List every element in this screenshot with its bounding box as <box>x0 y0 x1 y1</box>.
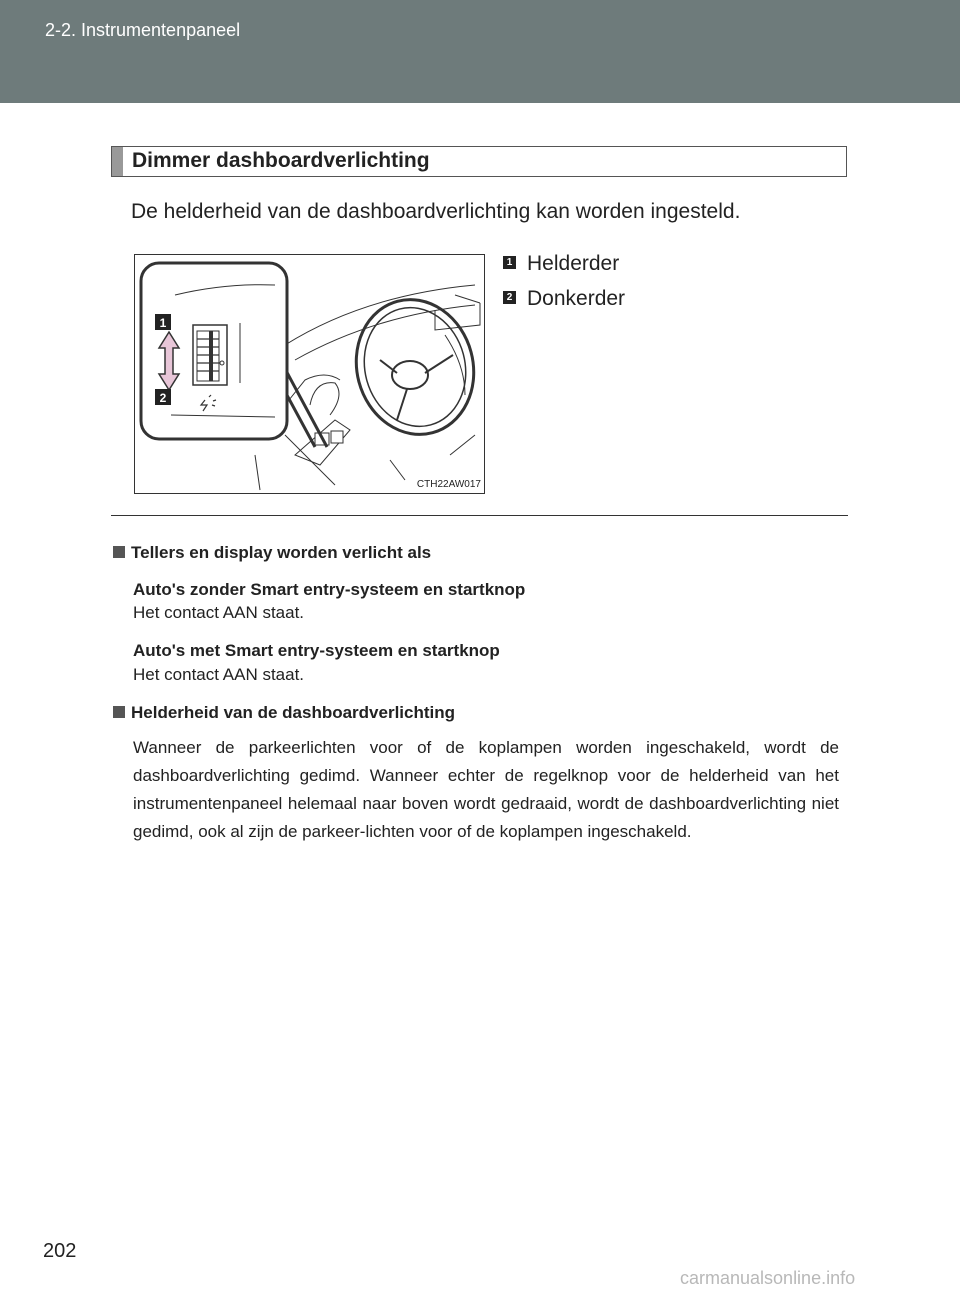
header-bar <box>0 0 960 103</box>
figure-marker-1: 1 <box>159 316 167 330</box>
figure-code: CTH22AW017 <box>416 479 481 490</box>
note-paragraph: Wanneer de parkeerlichten voor of de koplampen worden ingeschakeld, wordt de dashboardverlichting gedimd. Wanneer echter de regelknop voor de helderheid van het instrumentenpaneel helemaal naar boven wordt gedraaid, wordt de dashboardverlichting niet gedimd, ook al zijn de parkeer-lichten voor of de koplampen ingeschakeld. <box>133 738 839 841</box>
note-heading-1 <box>113 543 431 563</box>
note-heading-1-text: Tellers en display worden verlicht als <box>131 543 432 562</box>
legend-item-brighter <box>503 252 619 276</box>
legend-marker-1: 1 <box>503 256 516 269</box>
dashboard-illustration <box>134 254 485 494</box>
heading-accent-bar <box>112 147 123 176</box>
dashboard-drawing <box>135 255 485 494</box>
note-text-1: Het contact AAN staat. <box>133 603 305 622</box>
legend-label-1: Helderder <box>527 252 620 275</box>
legend-item-darker <box>503 287 625 311</box>
section-heading-box <box>111 146 847 177</box>
note-heading-2 <box>113 703 455 723</box>
legend-marker-2: 2 <box>503 291 516 304</box>
note-subheading-2: Auto's met Smart entry-systeem en startknop <box>133 641 500 660</box>
note-subheading-1: Auto's zonder Smart entry-systeem en startknop <box>133 580 526 599</box>
page-number: 202 <box>43 1240 77 1262</box>
watermark: carmanualsonline.info <box>680 1268 856 1288</box>
legend-label-2: Donkerder <box>527 287 626 310</box>
note-heading-2-text: Helderheid van de dashboardverlichting <box>131 703 456 722</box>
figure-marker-2: 2 <box>159 391 167 405</box>
section-divider <box>111 515 848 516</box>
intro-text: De helderheid van de dashboardverlichting kan worden ingesteld. <box>131 200 741 223</box>
section-title: 2-2. Instrumentenpaneel <box>45 20 241 40</box>
page-title: Dimmer dashboardverlichting <box>132 149 430 172</box>
note-text-2: Het contact AAN staat. <box>133 665 305 684</box>
bullet-square-icon <box>113 706 125 718</box>
bullet-square-icon <box>113 546 125 558</box>
